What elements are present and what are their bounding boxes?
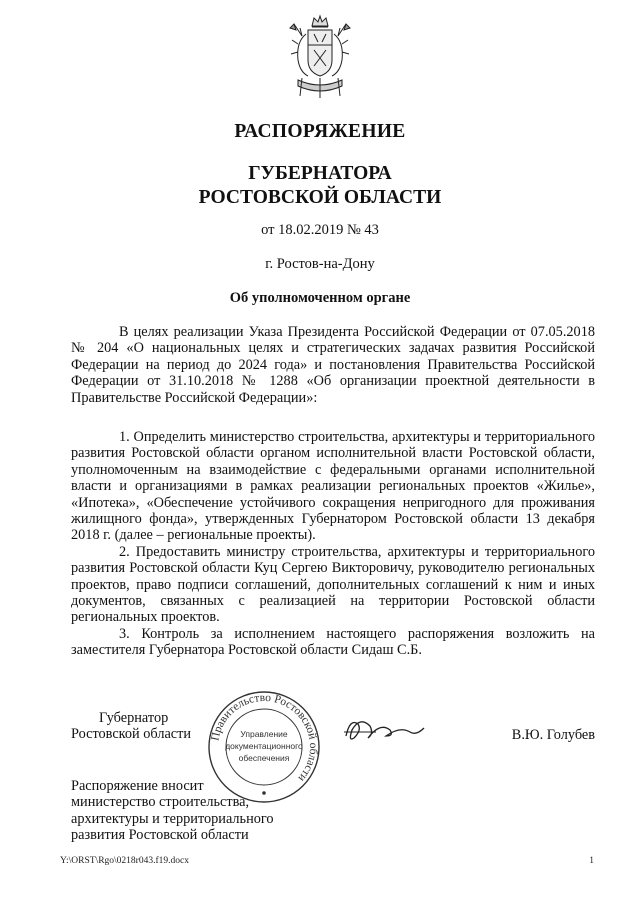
submitter-line-1: Распоряжение вносит: [71, 778, 204, 794]
issuer: [0, 162, 640, 210]
issuer-line-1: ГУБЕРНАТОРА: [248, 163, 392, 184]
signatory-title-line-1: Губернатор: [99, 710, 169, 726]
handwritten-signature-icon: [340, 712, 430, 748]
signatory-title: [71, 710, 191, 743]
order-items: [71, 429, 595, 659]
submitter-note: [71, 778, 274, 844]
order-item-1: 1. Определить министерство строительства, архитектуры и территориального развития Ростовской области органом исполнительной власти Ростовской области, уполномоченным на взаимодействие с федеральными органами исполнительной власти и организациями в рамках реализации региональных проектов «Жилье», «Ипотека», «Обеспечение устойчивого сокращения непригодного для проживания жилищного фонда», утвержденных Губернатором Ростовской области 13 декабря 2018 г. (далее – региональные проекты).: [71, 429, 595, 544]
preamble-paragraph: В целях реализации Указа Президента Российской Федерации от 07.05.2018 № 204 «О национальных целях и стратегических задачах развития Российской Федерации на период до 2024 года» и постановления Правительства Российской Федерации от 31.10.2018 № 1288 «Об организации проектной деятельности в Правительстве Российской Федерации»:: [71, 324, 595, 406]
coat-of-arms-icon: [288, 14, 352, 100]
order-item-2: 2. Предоставить министру строительства, архитектуры и территориального развития Ростовской области Куц Сергею Викторовичу, руководителю региональных проектов, право подписи соглашений, дополнительных соглашений к ним и иных документов, связанных с реализацией на территории Ростовской области региональных проектов.: [71, 543, 595, 626]
document-subject: Об уполномоченном органе: [229, 290, 411, 306]
stamp-inner-line-3: обеспечения: [238, 753, 290, 763]
document-place: г. Ростов-на-Дону: [265, 256, 375, 272]
issuer-line-2: РОСТОВСКОЙ ОБЛАСТИ: [198, 187, 442, 208]
submitter-line-3: архитектуры и территориального: [71, 810, 274, 827]
order-item-3: 3. Контроль за исполнением настоящего распоряжения возложить на заместителя Губернатора Ростовской области Сидаш С.Б.: [71, 625, 595, 659]
stamp-inner-line-2: документационного: [225, 741, 303, 751]
stamp-outer-text: Правительство Ростовской области: [209, 691, 320, 784]
signatory-title-line-2: Ростовской области: [71, 726, 192, 743]
submitter-line-4: развития Ростовской области: [71, 827, 249, 844]
signatory-name: В.Ю. Голубев: [511, 727, 595, 743]
file-path: Y:\ORST\Rgo\0218r043.f19.docx: [60, 856, 189, 866]
document-type: РАСПОРЯЖЕНИЕ: [234, 121, 406, 142]
document-date-number: от 18.02.2019 № 43: [261, 222, 379, 238]
stamp-inner-line-1: Управление: [240, 729, 288, 739]
page-number: 1: [589, 856, 594, 866]
submitter-line-2: министерство строительства,: [71, 794, 250, 811]
preamble: [71, 324, 595, 406]
